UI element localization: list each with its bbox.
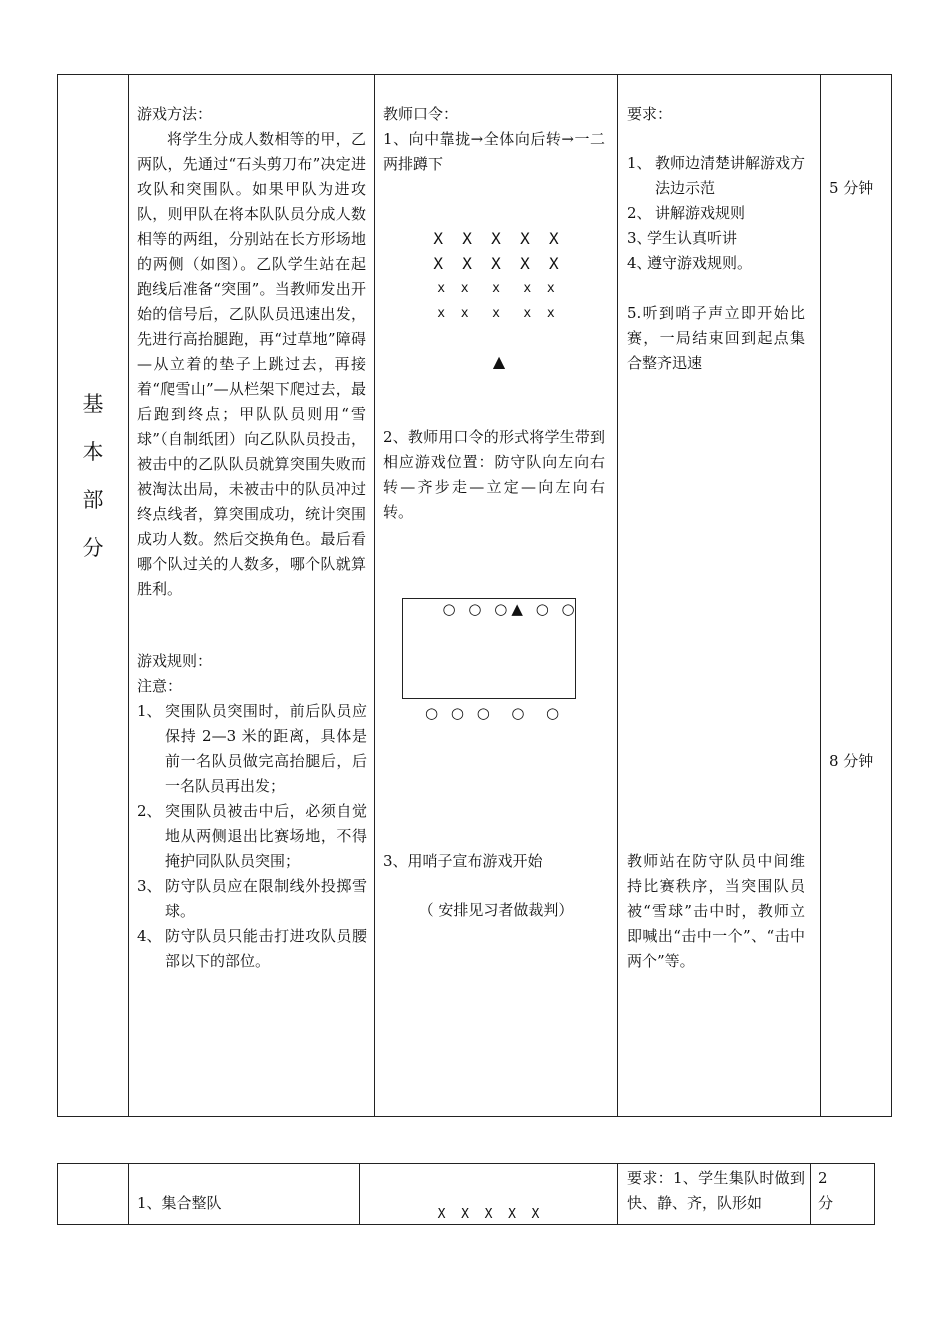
rule-item [137,799,367,874]
requirement-number: 2、 [627,204,652,222]
time-slot-1: 5 分钟 [829,179,874,197]
requirement-item [627,201,805,226]
playing-field [402,598,576,699]
formation-row-small: x x x x x [437,281,555,296]
requirement-number: 3、 [627,229,652,247]
requirements-list [627,151,805,376]
closing-formation: X X X X X [437,1207,540,1222]
command-step-2: 2、教师用口令的形式将学生带到相应游戏位置：防守队向左向右转—齐步走—立定—向左向右转。 [383,428,605,521]
defender-circles: ○ ○ [535,600,579,618]
rule-number: 1、 [137,702,162,720]
command-step-3: 3、用哨子宣布游戏开始 [383,852,543,870]
requirement-text: 学生认真听讲 [647,229,738,247]
rule-number: 4、 [137,927,162,945]
note-heading: 注意： [137,677,183,695]
rule-list [137,699,367,974]
section-label-char: 基 [82,392,104,416]
rule-item [137,874,367,924]
formation-row-small: x x x x x [437,306,555,321]
closing-time: 2 分 [818,1169,834,1212]
time-slot-2: 8 分钟 [829,752,874,770]
requirement-number: 5. [627,304,642,322]
rule-text: 防守队员只能击打进攻队员腰部以下的部位。 [165,927,367,970]
formation-diagram [376,226,616,326]
requirements-heading: 要求： [627,105,673,123]
section-label [58,380,128,572]
requirement-text: 教师边清楚讲解游戏方法边示范 [655,154,806,197]
defender-circles: ○ ○ ○ [442,600,512,618]
method-body: 将学生分成人数相等的甲，乙两队，先通过“石头剪刀布”决定进攻队和突围队。如果甲队为进攻队，则甲队在将本队队员分成人数相等的两组，分别站在长方形场地的两侧（如图）。乙队学生站在起跑线后准备“突围”。当教师发出开始的信号后，乙队队员迅速出发，先进行高抬腿跑，再“过草地”障碍—从立着的垫子上跳过去，再接着“爬雪山”—从栏架下爬过去，最后跑到终点；甲队队员则用“雪球”（自制纸团）向乙队队员投击，被击中的乙队队员就算突围失败而被淘汰出局，未被击中的队员冲过终点线者，算突围成功，统计突围成功人数。然后交换角色。最后看哪个队过关的人数多，哪个队就算胜利。 [137,130,366,598]
rule-item [137,699,367,799]
requirement-item [627,226,805,251]
requirement-text: 遵守游戏规则。 [647,254,753,272]
teacher-marker-icon: ▲ [492,352,506,371]
rule-text: 防守队员应在限制线外投掷雪球。 [165,877,367,920]
requirement-number: 4、 [627,254,652,272]
command-step-3-note: （ 安排见习者做裁判） [418,901,574,919]
requirement-item [627,151,805,201]
rule-number: 2、 [137,802,162,820]
formation-row-big: X X X X X [433,254,559,273]
teacher-note: 教师站在防守队员中间维持比赛秩序，当突围队员被“雪球”击中时，教师立即喊出“击中一个”、“击中两个”等。 [627,852,805,970]
closing-item: 1、集合整队 [137,1194,222,1212]
method-heading: 游戏方法： [137,105,213,123]
command-step-1: 1、向中靠拢→全体向后转→一二两排蹲下 [383,130,605,173]
requirement-item [627,276,805,376]
rule-number: 3、 [137,877,162,895]
teacher-marker-icon: ▲ [511,600,527,618]
rule-item [137,924,367,974]
section-label-char: 部 [82,488,104,512]
requirement-number: 1、 [627,154,652,172]
section-label-char: 本 [82,440,104,464]
formation-row-big: X X X X X [433,229,559,248]
rule-text: 突围队员被击中后，必须自觉地从两侧退出比赛场地，不得掩护同队队员突围； [165,802,367,870]
closing-requirement: 要求：1、学生集队时做到快、静、齐，队形如 [627,1169,805,1212]
rule-text: 突围队员突围时，前后队员应保持 2—3 米的距离，具体是前一名队员做完高抬腿后，后一名队员再出发； [165,702,367,795]
rules-heading: 游戏规则： [137,652,213,670]
command-heading: 教师口令： [383,105,459,123]
section-label-char: 分 [82,536,104,560]
requirement-text: 听到哨子声立即开始比赛，一局结束回到起点集合整齐迅速 [627,304,805,372]
requirement-item [627,251,805,276]
requirement-text: 讲解游戏规则 [655,204,746,222]
field-bottom-markers: ○ ○ ○ ○ ○ [425,704,564,722]
